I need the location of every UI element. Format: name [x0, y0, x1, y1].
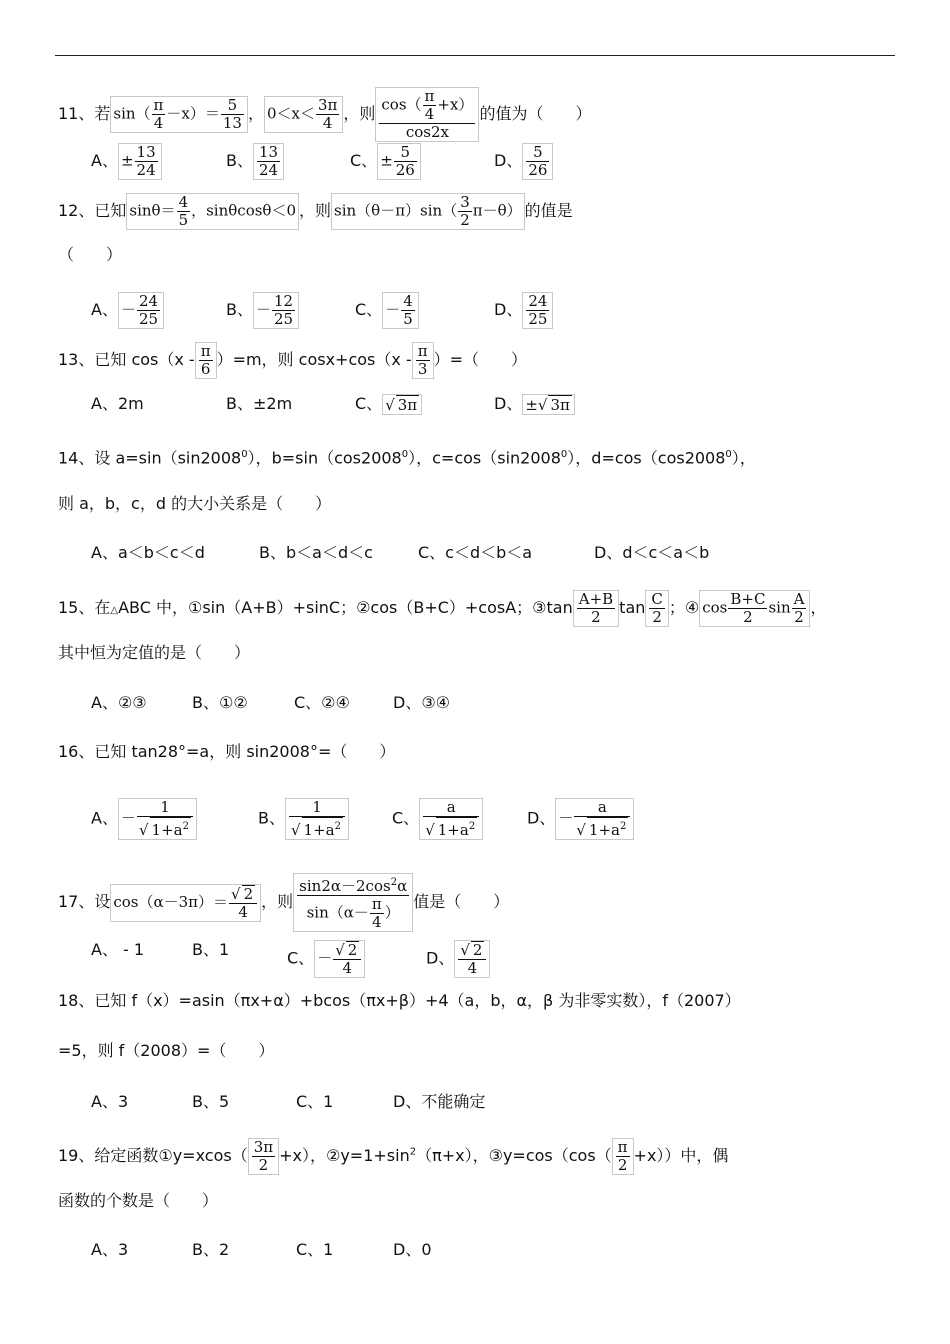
- q16-option-c: C、 $\frac{a}{√ 1+a^2}$: [392, 798, 483, 840]
- q12-option-c: C、 － $\frac{4}{5}$: [355, 292, 419, 329]
- q17-option-b: B、1: [192, 940, 230, 959]
- q15-option-c: C、②④: [294, 693, 350, 712]
- q19-option-d: D、0: [393, 1240, 432, 1259]
- q17-option-a: A、 - 1: [91, 940, 145, 959]
- header-rule: [55, 55, 895, 56]
- q12-option-a: A、 － $\frac{24}{25}$: [91, 292, 164, 329]
- q13-option-a: A、2m: [91, 394, 144, 413]
- q14-option-c: C、c＜d＜b＜a: [418, 543, 533, 562]
- q13-option-b: B、±2m: [226, 394, 293, 413]
- q11-option-b: B、 $\frac{13}{24}$: [226, 143, 284, 180]
- question-16: 16、已知 tan28°=a，则 sin2008°=（ ）: [58, 742, 396, 761]
- q12-formula-expr: sin（θ－π）sin（ $\frac{3}{2}$ π－θ）: [331, 193, 525, 230]
- q18-option-d: D、不能确定: [393, 1092, 486, 1111]
- q16-option-a: A、 － $\frac{1}{√ 1+a^2}$: [91, 798, 197, 840]
- q15-line2: 其中恒为定值的是（ ）: [58, 643, 251, 662]
- question-13: 13、已知 cos（x - $\frac{\pi}{6}$ ）=m，则 cosx+cos（x - $\frac{\pi}{3}$ ）=（ ）: [58, 342, 527, 378]
- q13-option-d: D、 ±√ 3π: [494, 394, 575, 415]
- q15-option-d: D、③④: [393, 693, 451, 712]
- question-12: 12、已知 sinθ＝ $\frac{4}{5}$ ，sinθcosθ＜0 ，则 sin（θ－π）sin（ $\frac{3}{2}$ π－θ） 的值是: [58, 193, 573, 229]
- q15-option-b: B、①②: [192, 693, 248, 712]
- q11-option-d: D、 $\frac{5}{26}$: [494, 143, 553, 180]
- q13-option-c: C、 √ 3π: [355, 394, 422, 415]
- q19-line2: 函数的个数是（ ）: [58, 1191, 219, 1210]
- q15-option-a: A、②③: [91, 693, 147, 712]
- q12-formula-given: sinθ＝ $\frac{4}{5}$ ，sinθcosθ＜0: [126, 193, 299, 230]
- q17-option-c: C、 － $\frac{√ 2}{4}$: [287, 940, 365, 978]
- q14-option-a: A、a＜b＜c＜d: [91, 543, 205, 562]
- q19-option-a: A、3: [91, 1240, 129, 1259]
- question-14: 14、设 $a=\sin(\sin 2008^0)$，$b=\sin(\cos 2008^0)$，$c=\cos(\sin 2008^0)$，$d=\cos(\cos 2008^0)$，: [58, 448, 756, 468]
- question-15: 15、在△ABC 中，①sin（A+B）+sinC；②cos（B+C）+cosA；③tan $\frac{A+B}{2}$ tan $\frac{C}{2}$ ；④ cos $\frac{B+C}{2}$ sin $\frac{A}{2}$ ，: [58, 590, 827, 626]
- q12-paren: （ ）: [58, 245, 123, 264]
- q18-line2: =5，则 f（2008）=（ ）: [58, 1041, 275, 1060]
- q12-option-b: B、 － $\frac{12}{25}$: [226, 292, 299, 329]
- q19-option-c: C、1: [296, 1240, 334, 1259]
- q11-formula-ratio: cos（ $\frac{\pi}{4}$ +x） cos2x: [375, 87, 479, 142]
- question-17: 17、设 cos（α－3π）＝ $\frac{√ 2}{4}$ ，则 $\sin 2\alpha-2\cos^2\alpha$ sin（α－ $\frac{\pi}{4}$ ） 值是（ ）: [58, 873, 509, 932]
- q18-option-b: B、5: [192, 1092, 230, 1111]
- question-19: 19、给定函数①y=xcos（ $\frac{3\pi}{2}$ +x），$②y=1+\sin^2(\pi+x)$，③y=cos（cos（ $\frac{\pi}{2}$ +x））中，偶: [58, 1138, 729, 1174]
- q11-option-a: A、 ± $\frac{13}{24}$: [91, 143, 162, 180]
- q16-option-d: D、 － $\frac{a}{√ 1+a^2}$: [527, 798, 634, 840]
- q18-option-c: C、1: [296, 1092, 334, 1111]
- q14-option-b: B、b＜a＜d＜c: [259, 543, 373, 562]
- q18-option-a: A、3: [91, 1092, 129, 1111]
- q12-option-d: D、 $\frac{24}{25}$: [494, 292, 553, 329]
- question-18: 18、已知 f（x）=asin（πx+α）+bcos（πx+β）+4（a，b，α，β 为非零实数），f（2007）: [58, 991, 741, 1010]
- q11-option-c: C、 ± $\frac{5}{26}$: [350, 143, 421, 180]
- q11-number: 11、若: [58, 104, 111, 123]
- q16-option-b: B、 $\frac{1}{√ 1+a^2}$: [258, 798, 349, 840]
- q11-formula-sin: sin（ $\frac{\pi}{4}$ －x）＝ $\frac{5}{13}$: [110, 96, 248, 133]
- q14-option-d: D、d＜c＜a＜b: [594, 543, 710, 562]
- q14-line2: 则 a，b，c，d 的大小关系是（ ）: [58, 494, 332, 513]
- q17-option-d: D、 $\frac{√ 2}{4}$: [426, 940, 490, 978]
- question-11: 11、若 sin（ $\frac{\pi}{4}$ －x）＝ $\frac{5}{13}$ ， 0＜x＜ $\frac{3\pi}{4}$ ，则 cos（ $\frac{\pi}{4}$ +x） cos2x 的值为（ ）: [58, 87, 592, 141]
- q11-formula-range: 0＜x＜ $\frac{3\pi}{4}$: [264, 96, 343, 133]
- q19-option-b: B、2: [192, 1240, 230, 1259]
